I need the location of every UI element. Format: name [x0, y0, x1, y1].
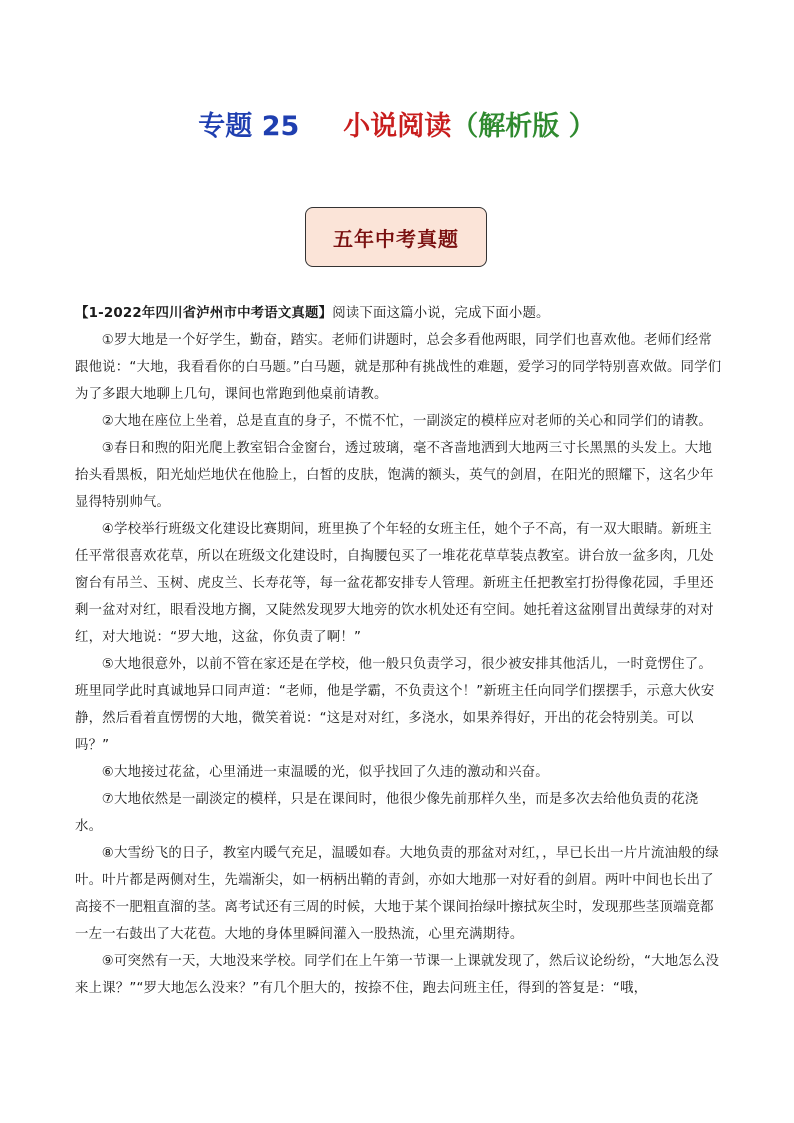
question-source: 【1-2022年四川省泸州市中考语文真题】 [75, 306, 333, 321]
section-badge-label: 五年中考真题 [333, 226, 459, 251]
paragraph-6: ⑥大地接过花盆，心里涌进一束温暖的光，似乎找回了久违的激动和兴奋。 [101, 765, 549, 780]
paragraph-9: ⑨可突然有一天，大地没来学校。同学们在上午第一节课一上课就发现了，然后议论纷纷，“大地怎么没来上课？”“罗大地怎么没来？”有几个胆大的，按捺不住，跑去问班主任，得到的答复是：“哦， [75, 954, 720, 996]
passage-body [75, 300, 725, 1002]
question-header [75, 300, 725, 327]
paragraph-4: ④学校举行班级文化建设比赛期间，班里换了个年轻的女班主任，她个子不高，有一双大眼睛。新班主任平常很喜欢花草，所以在班级文化建设时，自掏腰包买了一堆花花草草装点教室。讲台放一盆多肉，几处窗台有吊兰、玉树、虎皮兰、长寿花等，每一盆花都安排专人管理。新班主任把教室打扮得像花园，手里还剩一盆对对红，眼看没地方搁，又陡然发现罗大地旁的饮水机处还有空间。她托着这盆刚冒出黄绿芽的对对红，对大地说：“罗大地，这盆，你负责了啊！” [75, 522, 714, 645]
section-badge [305, 207, 487, 267]
title-edition: （解析版 ） [451, 111, 596, 142]
paragraph-8: ⑧大雪纷飞的日子，教室内暖气充足，温暖如春。大地负责的那盆对对红，，早已长出一片片流油般的绿叶。叶片都是两侧对生，先端渐尖，如一柄柄出鞘的青剑，亦如大地那一对好看的剑眉。两叶中间也长出了高接不一肥粗直溜的茎。离考试还有三周的时候，大地于某个课间抬绿叶擦拭灰尘时，发现那些茎顶端竟都一左一右鼓出了大花苞。大地的身体里瞬间灌入一股热流，心里充满期待。 [75, 846, 719, 942]
paragraph-5: ⑤大地很意外，以前不管在家还是在学校，他一般只负责学习，很少被安排其他活儿，一时竟愣住了。班里同学此时真诚地异口同声道：“老师，他是学霸，不负责这个！”新班主任向同学们摆摆手，示意大伙安静，然后看着直愣愣的大地，微笑着说：“这是对对红，多浇水，如果养得好，开出的花会特别美。可以吗？” [75, 657, 715, 753]
title-topic-number: 专题 25 [198, 111, 300, 142]
paragraph-1: ①罗大地是一个好学生，勤奋，踏实。老师们讲题时，总会多看他两眼，同学们也喜欢他。老师们经常跟他说：“大地，我看看你的白马题。”白马题，就是那种有挑战性的难题，爱学习的同学特别喜欢做。同学们为了多跟大地聊上几句，课间也常跑到他桌前请教。 [75, 333, 722, 402]
question-instruction: 阅读下面这篇小说，完成下面小题。 [332, 306, 550, 321]
document-title [0, 104, 794, 143]
paragraph-7: ⑦大地依然是一副淡定的模样，只是在课间时，他很少像先前那样久坐，而是多次去给他负责的花浇水。 [75, 792, 699, 834]
title-main: 小说阅读 [343, 111, 452, 142]
paragraph-2: ②大地在座位上坐着，总是直直的身子，不慌不忙，一副淡定的模样应对老师的关心和同学们的请教。 [101, 414, 712, 429]
paragraph-3: ③春日和煦的阳光爬上教室铝合金窗台，透过玻璃，毫不吝啬地洒到大地两三寸长黑黑的头发上。大地抬头看黑板，阳光灿烂地伏在他脸上，白皙的皮肤，饱满的额头，英气的剑眉，在阳光的照耀下，这名少年显得特别帅气。 [75, 441, 714, 510]
